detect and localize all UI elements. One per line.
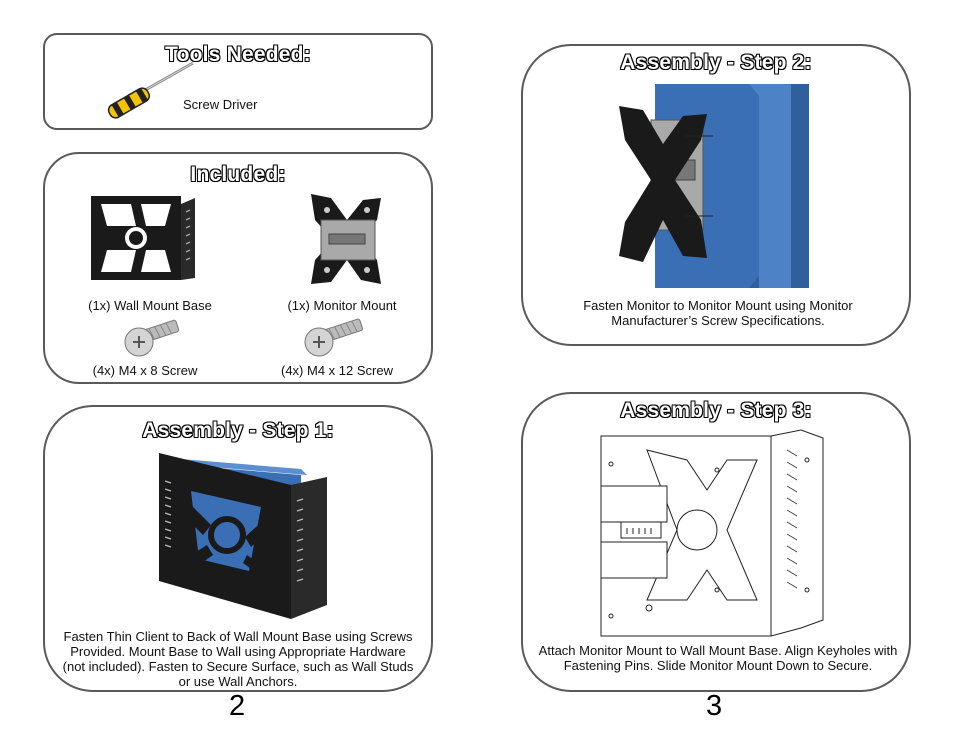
step3-title: Assembly - Step 3: — [620, 399, 812, 422]
step2-title: Assembly - Step 2: — [620, 51, 812, 74]
step2-panel — [521, 44, 911, 346]
step1-panel — [43, 405, 433, 692]
wall-mount-base-image — [151, 451, 341, 621]
screw-m4x8-label: (4x) M4 x 8 Screw — [92, 363, 198, 378]
wall-mount-base-label: (1x) Wall Mount Base — [88, 298, 212, 313]
monitor-image — [615, 80, 815, 290]
monitor-mount-label: (1x) Monitor Mount — [287, 298, 397, 313]
step2-instructions: Fasten Monitor to Monitor Mount using Monitor Manufacturer’s Screw Specifications. — [583, 298, 853, 328]
screwdriver-label: Screw Driver — [183, 97, 258, 112]
monitor-mount-image — [307, 190, 387, 290]
page-number-left: 2 — [229, 690, 246, 722]
step1-title: Assembly - Step 1: — [142, 419, 334, 442]
step3-panel — [521, 392, 911, 692]
tools-panel — [43, 33, 433, 130]
assembly-diagram — [597, 430, 827, 640]
screw-icon — [123, 318, 183, 358]
included-panel — [43, 152, 433, 384]
page-number-right: 3 — [706, 690, 723, 722]
step3-instructions: Attach Monitor Mount to Wall Mount Base. Align Keyholes with Fastening Pins. Slide Monitor Mount Down to Secure. — [538, 643, 898, 673]
screw-m4x12-label: (4x) M4 x 12 Screw — [281, 363, 393, 378]
included-title: Included: — [190, 163, 286, 186]
screw-icon — [303, 318, 363, 358]
screwdriver-icon — [100, 55, 200, 125]
tools-title: Tools Needed: — [165, 43, 311, 66]
wall-mount-base-image — [87, 190, 197, 285]
step1-instructions: Fasten Thin Client to Back of Wall Mount Base using Screws Provided. Mount Base to Wall using Appropriate Hardware (not included). Fasten to Secure Surface, such as Wall Studs or use Wall Anchors. — [62, 629, 414, 689]
